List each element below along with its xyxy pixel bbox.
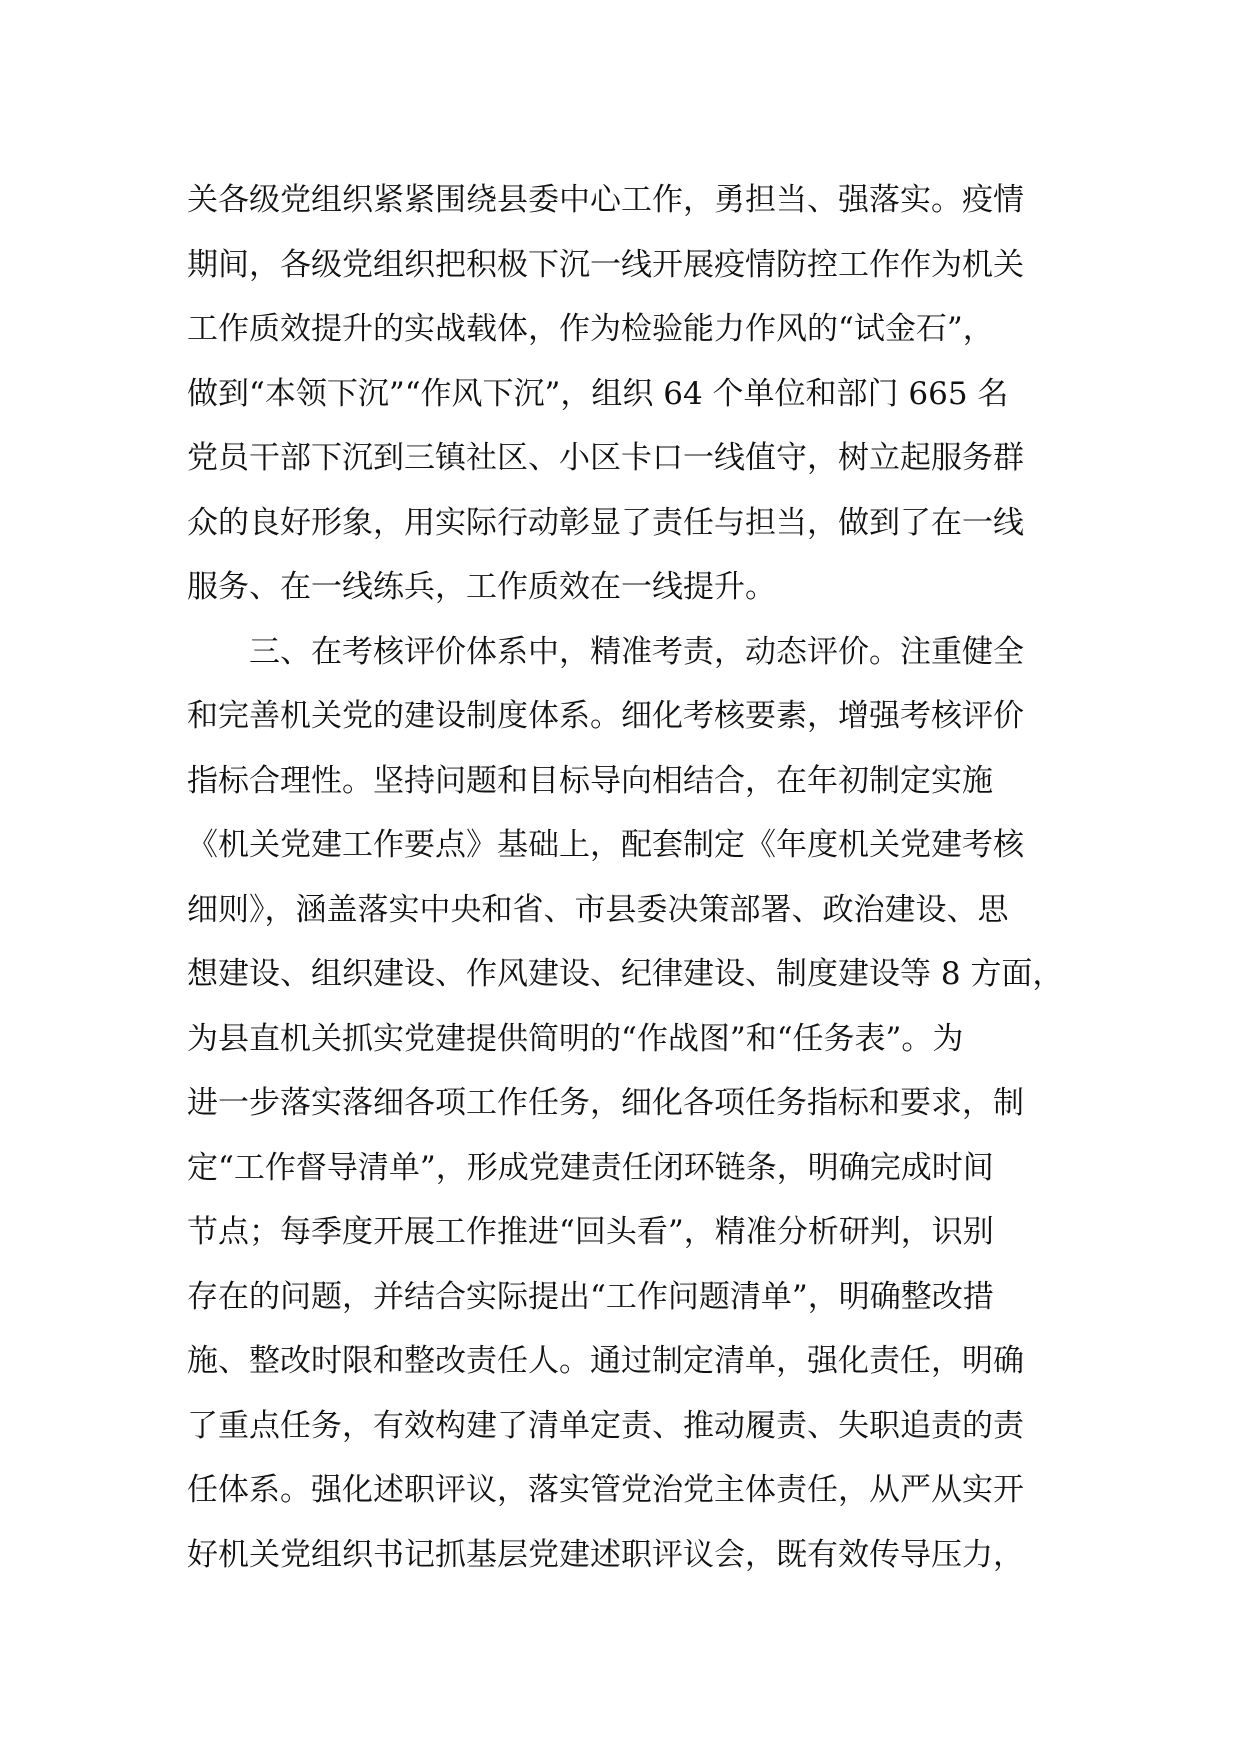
text-line: 工作质效提升的实战载体，作为检验能力作风的“试金石”， xyxy=(187,311,994,347)
section-heading-line: 三、在考核评价体系中，精准考责，动态评价。注重健全 xyxy=(249,633,1024,670)
text-line: 细则》，涵盖落实中央和省、市县委决策部署、政治建设、思 xyxy=(187,891,1009,928)
text-line: 好机关党组织书记抓基层党建述职评议会，既有效传导压力， xyxy=(187,1536,1024,1573)
text-line: 关各级党组织紧紧围绕县委中心工作，勇担当、强落实。疫情 xyxy=(187,182,1024,218)
text-line: 做到“本领下沉”“作风下沉”，组织 64 个单位和部门 665 名 xyxy=(187,375,1009,412)
text-line: 进一步落实落细各项工作任务，细化各项任务指标和要求，制 xyxy=(187,1085,1024,1121)
text-line: 任体系。强化述职评议，落实管党治党主体责任，从严从实开 xyxy=(187,1472,1024,1508)
text-line: 存在的问题，并结合实际提出“工作问题清单”，明确整改措 xyxy=(187,1278,994,1315)
text-line: 党员干部下沉到三镇社区、小区卡口一线值守，树立起服务群 xyxy=(187,440,1024,476)
text-line: 指标合理性。坚持问题和目标导向相结合，在年初制定实施 xyxy=(187,762,993,799)
text-line: 和完善机关党的建设制度体系。细化考核要素，增强考核评价 xyxy=(187,698,1024,734)
text-line: 众的良好形象，用实际行动彰显了责任与担当，做到了在一线 xyxy=(187,504,1024,541)
body-text xyxy=(187,168,1087,1587)
text-line: 期间，各级党组织把积极下沉一线开展疫情防控工作作为机关 xyxy=(187,246,1024,283)
text-line: 了重点任务，有效构建了清单定责、推动履责、失职追责的责 xyxy=(187,1407,1024,1444)
text-line: 施、整改时限和整改责任人。通过制定清单，强化责任，明确 xyxy=(187,1343,1024,1379)
text-line: 《机关党建工作要点》基础上，配套制定《年度机关党建考核 xyxy=(187,827,1024,863)
text-line: 定“工作督导清单”，形成党建责任闭环链条，明确完成时间 xyxy=(187,1149,994,1186)
text-line: 为县直机关抓实党建提供简明的“作战图”和“任务表”。为 xyxy=(187,1020,964,1057)
text-line: 服务、在一线练兵，工作质效在一线提升。 xyxy=(187,569,776,605)
text-line: 想建设、组织建设、作风建设、纪律建设、制度建设等 8 方面， xyxy=(187,956,1064,992)
text-line: 节点；每季度开展工作推进“回头看”，精准分析研判，识别 xyxy=(187,1214,994,1250)
